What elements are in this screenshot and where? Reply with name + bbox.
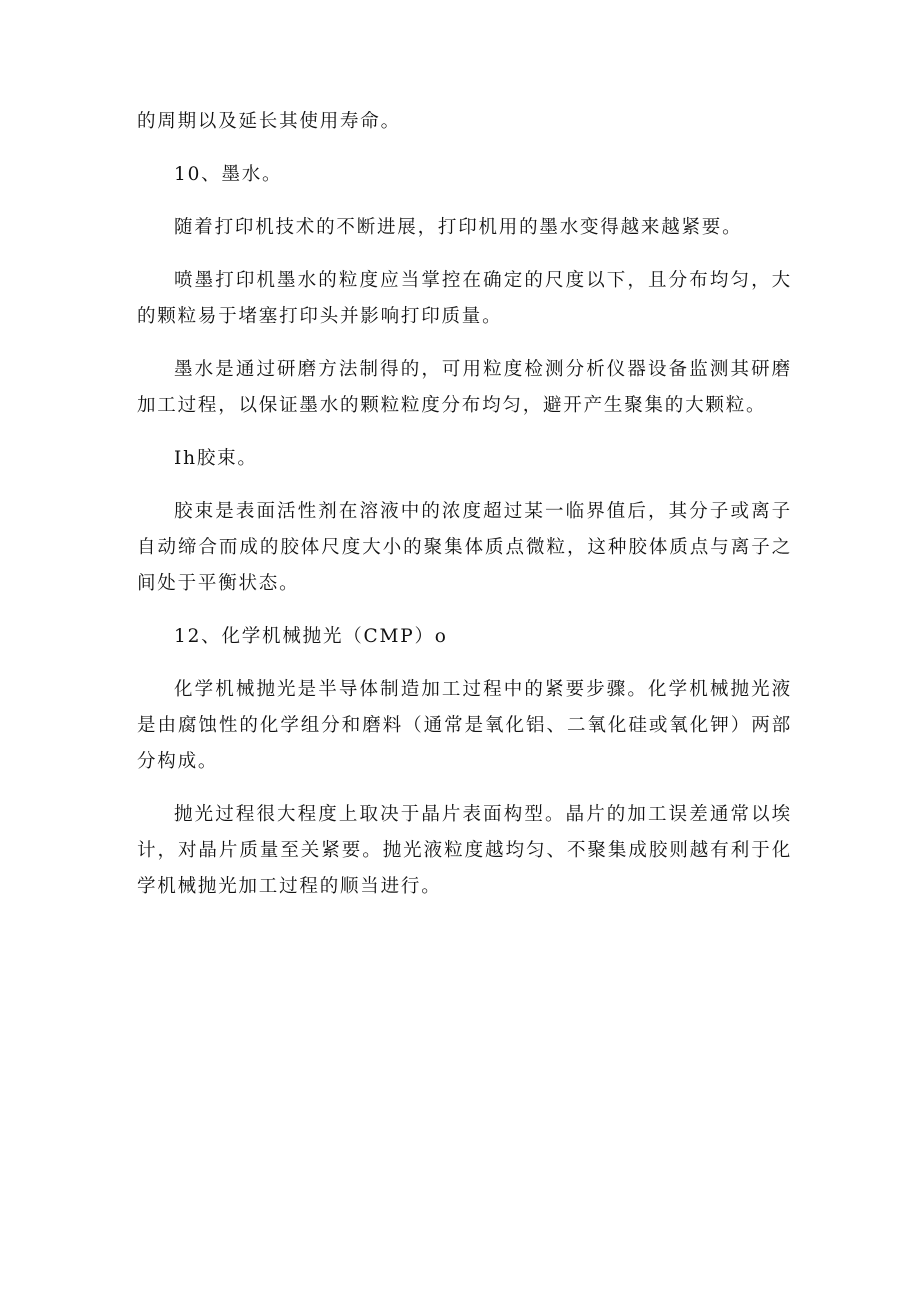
section-heading-ink: 10、墨水。: [174, 164, 283, 185]
paragraph: 随着打印机技术的不断进展，打印机用的墨水变得越来越紧要。: [174, 217, 743, 238]
section-heading-micelle: Ih胶束。: [174, 448, 258, 469]
paragraph-continuation: 的周期以及延长其使用寿命。: [137, 111, 401, 132]
paragraph: 胶束是表面活性剂在溶液中的浓度超过某一临界值后，其分子或离子自动缔合而成的胶体尺度大小的聚集体质点微粒，这种胶体质点与离子之间处于平衡状态。: [137, 501, 792, 594]
document-body: [137, 104, 792, 922]
paragraph: 喷墨打印机墨水的粒度应当掌控在确定的尺度以下，且分布均匀，大的颗粒易于堵塞打印头并影响打印质量。: [137, 270, 792, 327]
paragraph: 化学机械抛光是半导体制造加工过程中的紧要步骤。化学机械抛光液是由腐蚀性的化学组分和磨料（通常是氧化铝、二氧化硅或氧化钾）两部分构成。: [137, 679, 792, 772]
paragraph: 抛光过程很大程度上取决于晶片表面构型。晶片的加工误差通常以埃计，对晶片质量至关紧要。抛光液粒度越均匀、不聚集成胶则越有利于化学机械抛光加工过程的顺当进行。: [137, 804, 792, 897]
paragraph: 墨水是通过研磨方法制得的，可用粒度检测分析仪器设备监测其研磨加工过程，以保证墨水的颗粒粒度分布均匀，避开产生聚集的大颗粒。: [137, 359, 792, 416]
section-heading-cmp: 12、化学机械抛光（CMP）o: [174, 626, 448, 647]
